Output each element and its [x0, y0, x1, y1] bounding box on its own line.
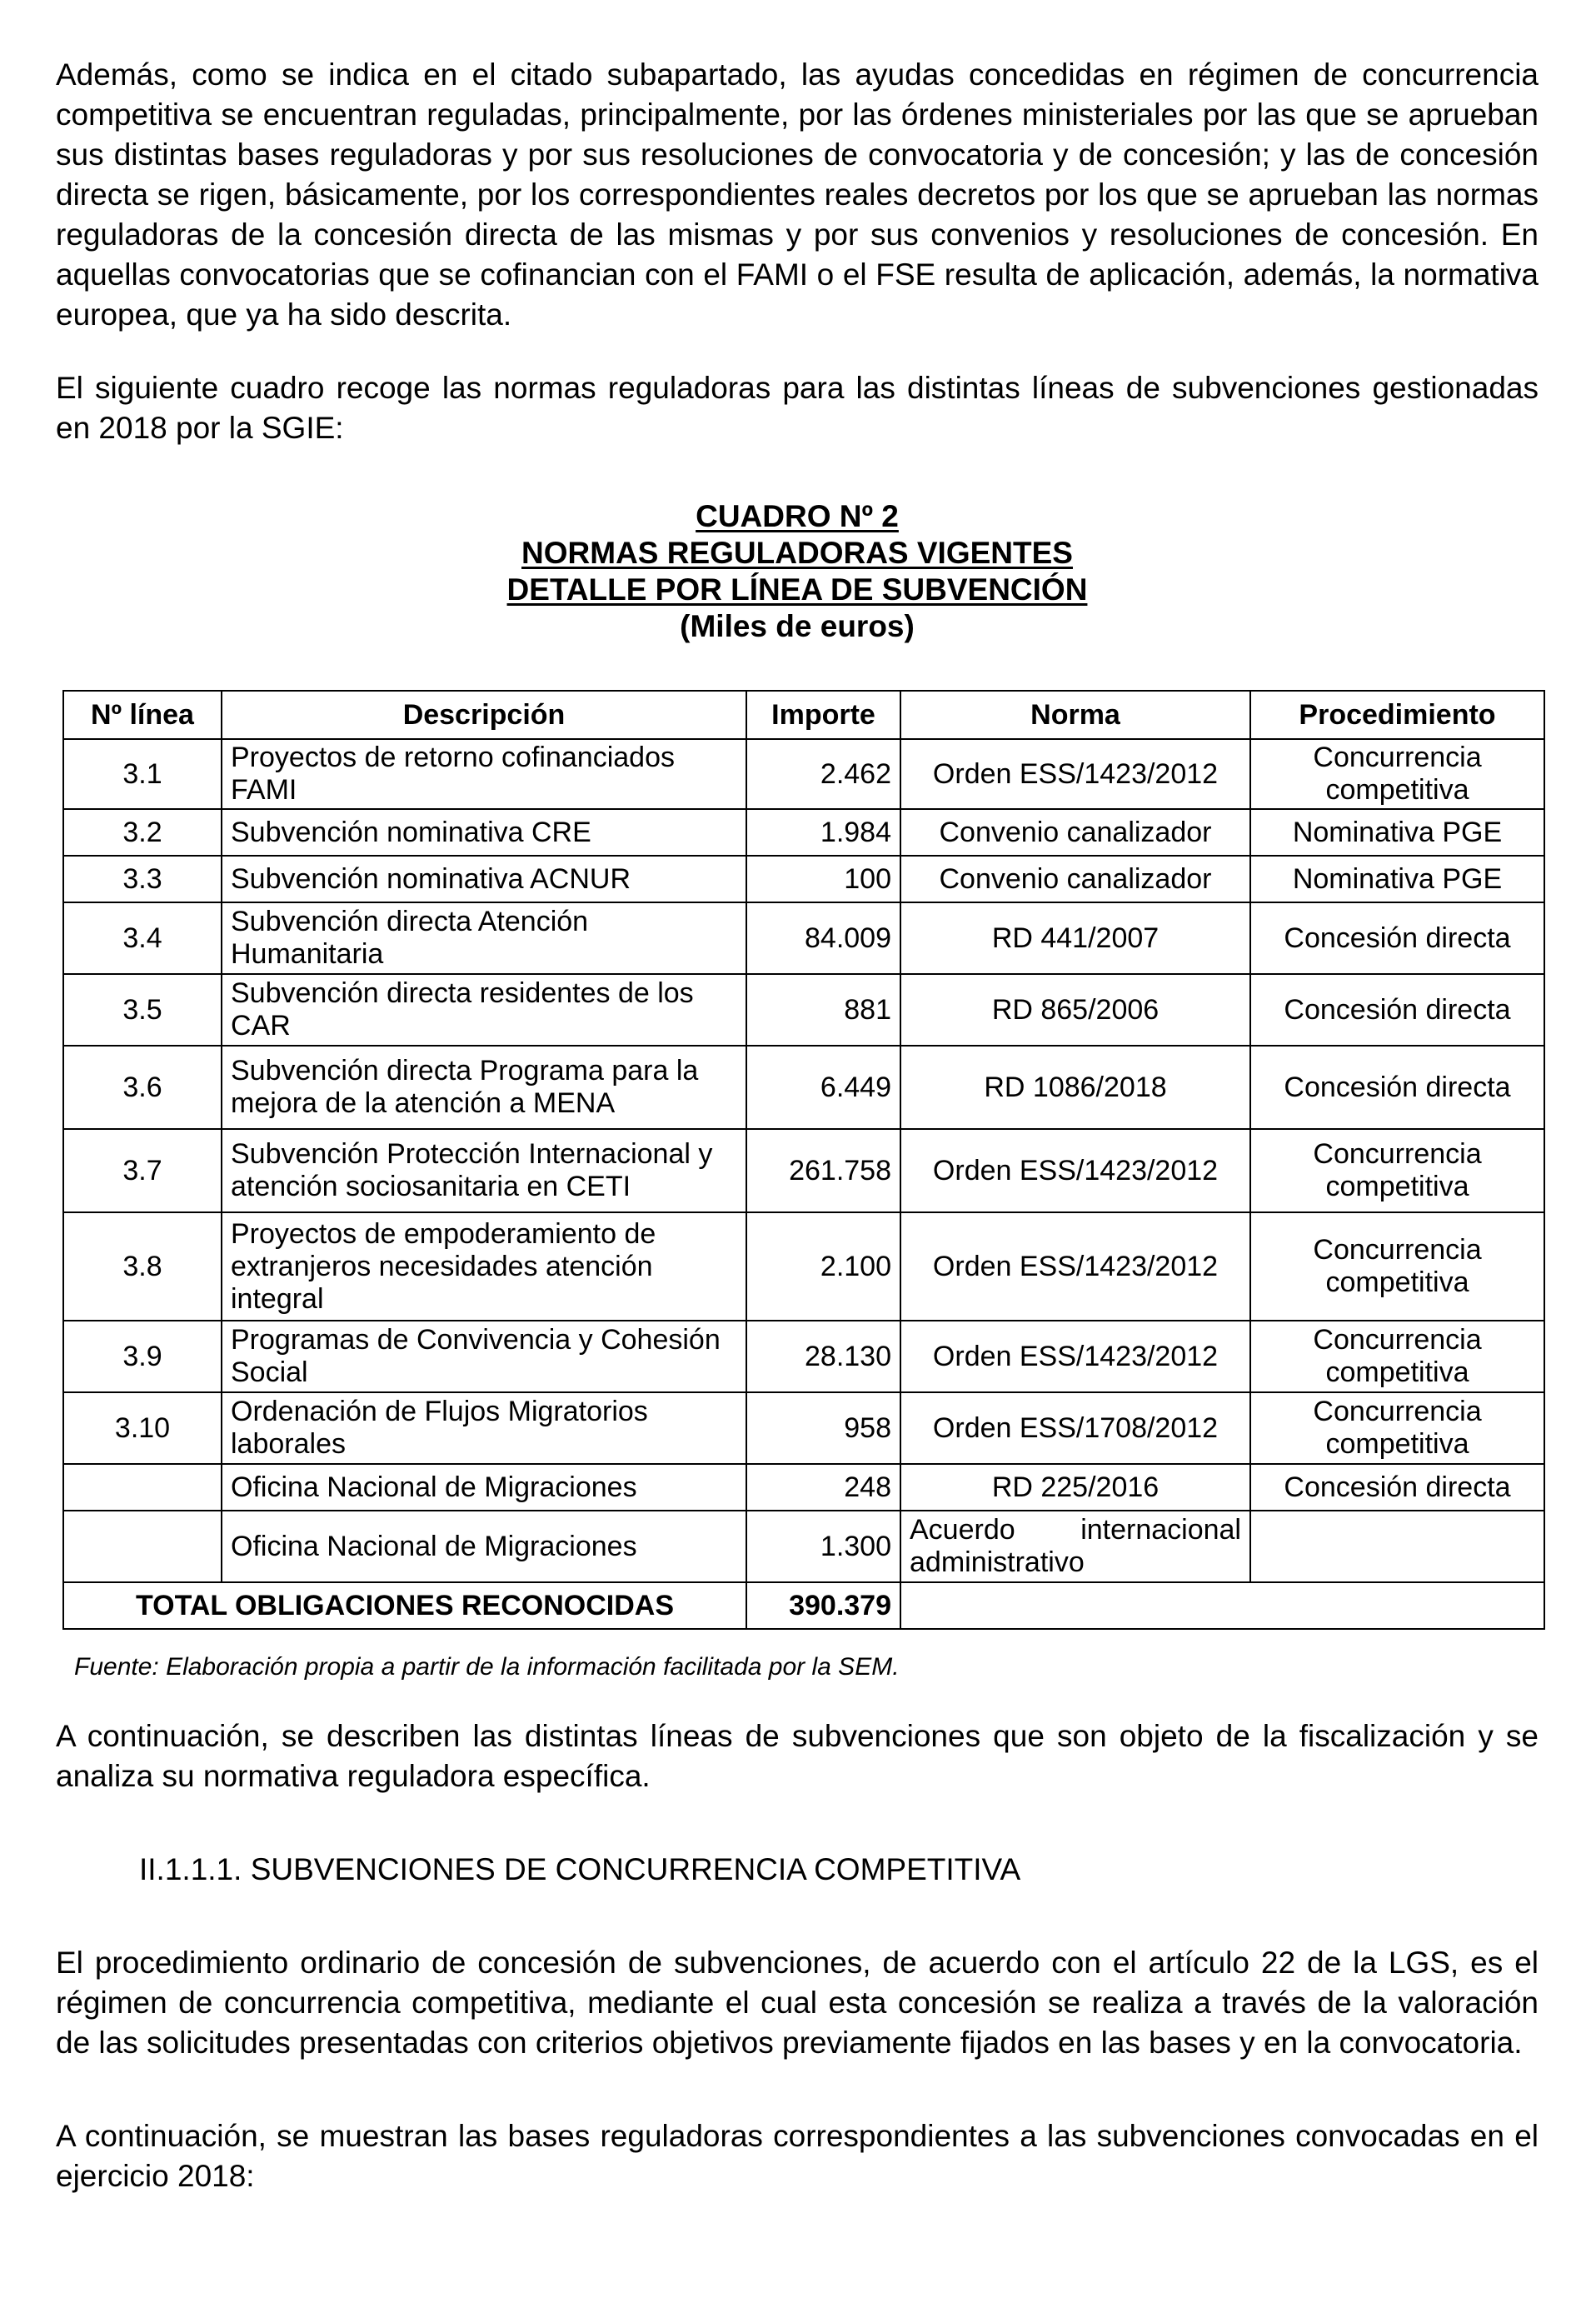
table-row	[63, 809, 1544, 856]
cell-procedimiento: Concesión directa	[1250, 902, 1544, 974]
cell-descripcion: Ordenación de Flujos Migratorios laborales	[222, 1392, 746, 1464]
cell-procedimiento	[1250, 1511, 1544, 1582]
header-importe: Importe	[746, 691, 900, 739]
header-descripcion: Descripción	[222, 691, 746, 739]
cell-descripcion: Oficina Nacional de Migraciones	[222, 1511, 746, 1582]
table-row	[63, 1212, 1544, 1321]
cell-importe: 261.758	[746, 1129, 900, 1212]
cell-descripcion: Subvención directa Atención Humanitaria	[222, 902, 746, 974]
total-label: TOTAL OBLIGACIONES RECONOCIDAS	[63, 1582, 746, 1629]
intro-paragraph: Además, como se indica en el citado subapartado, las ayudas concedidas en régimen de concurrencia competitiva se encuentran reguladas, principalmente, por las órdenes ministeriales por las que se aprueban sus distintas bases reguladoras y por sus resoluciones de convocatoria y de concesión; y las de concesión directa se rigen, básicamente, por los correspondientes reales decretos por los que se aprueban las normas reguladoras de la concesión directa de las mismas y por sus convenios y resoluciones de concesión. En aquellas convocatorias que se cofinancian con el FAMI o el FSE resulta de aplicación, además, la normativa europea, que ya ha sido descrita.	[56, 57, 1539, 332]
cell-importe: 881	[746, 974, 900, 1046]
cell-norma: Acuerdo internacional administrativo	[900, 1511, 1250, 1582]
table-total-row	[63, 1582, 1544, 1629]
cell-procedimiento: Concurrencia competitiva	[1250, 1212, 1544, 1321]
cell-descripcion: Proyectos de retorno cofinanciados FAMI	[222, 739, 746, 809]
cell-procedimiento: Concesión directa	[1250, 1046, 1544, 1129]
cell-linea: 3.1	[63, 739, 222, 809]
bases-paragraph: A continuación, se muestran las bases reguladoras correspondientes a las subvenciones convocadas en el ejercicio 2018:	[56, 2119, 1539, 2193]
cell-linea: 3.5	[63, 974, 222, 1046]
cell-procedimiento: Concurrencia competitiva	[1250, 1321, 1544, 1392]
cell-importe: 1.300	[746, 1511, 900, 1582]
table-row	[63, 739, 1544, 809]
cell-norma: Orden ESS/1423/2012	[900, 1321, 1250, 1392]
cell-procedimiento: Concesión directa	[1250, 1464, 1544, 1511]
cell-descripcion: Subvención directa residentes de los CAR	[222, 974, 746, 1046]
cell-importe: 958	[746, 1392, 900, 1464]
cell-importe: 2.100	[746, 1212, 900, 1321]
cell-linea	[63, 1511, 222, 1582]
cell-descripcion: Subvención nominativa CRE	[222, 809, 746, 856]
cell-norma: Convenio canalizador	[900, 856, 1250, 902]
table-units: (Miles de euros)	[680, 609, 915, 643]
table-row	[63, 902, 1544, 974]
cell-linea: 3.7	[63, 1129, 222, 1212]
cell-descripcion: Proyectos de empoderamiento de extranjeros necesidades atención integral	[222, 1212, 746, 1321]
cell-norma: Orden ESS/1423/2012	[900, 1212, 1250, 1321]
cell-procedimiento: Concesión directa	[1250, 974, 1544, 1046]
table-subtitle: DETALLE POR LÍNEA DE SUBVENCIÓN	[506, 572, 1088, 607]
cell-descripcion: Programas de Convivencia y Cohesión Social	[222, 1321, 746, 1392]
cell-linea: 3.9	[63, 1321, 222, 1392]
cell-linea: 3.10	[63, 1392, 222, 1464]
cell-linea: 3.8	[63, 1212, 222, 1321]
source-note: Fuente: Elaboración propia a partir de la información facilitada por la SEM.	[74, 1653, 900, 1681]
table-title-block	[56, 498, 1539, 645]
cell-importe: 84.009	[746, 902, 900, 974]
table-intro-paragraph: El siguiente cuadro recoge las normas reguladoras para las distintas líneas de subvenciones gestionadas en 2018 por la SGIE:	[56, 371, 1539, 445]
cell-linea: 3.2	[63, 809, 222, 856]
cell-descripcion: Oficina Nacional de Migraciones	[222, 1464, 746, 1511]
table-row	[63, 1392, 1544, 1464]
table-title: NORMAS REGULADORAS VIGENTES	[521, 536, 1073, 570]
table-row	[63, 1046, 1544, 1129]
cell-linea: 3.4	[63, 902, 222, 974]
table-row	[63, 1321, 1544, 1392]
header-norma: Norma	[900, 691, 1250, 739]
lines-description-paragraph: A continuación, se describen las distintas líneas de subvenciones que son objeto de la fiscalización y se analiza su normativa reguladora específica.	[56, 1719, 1539, 1793]
table-row	[63, 856, 1544, 902]
table-header-row	[63, 691, 1544, 739]
cell-descripcion: Subvención nominativa ACNUR	[222, 856, 746, 902]
cell-procedimiento: Nominativa PGE	[1250, 856, 1544, 902]
header-linea: Nº línea	[63, 691, 222, 739]
cell-importe: 2.462	[746, 739, 900, 809]
cell-linea: 3.3	[63, 856, 222, 902]
procedure-paragraph: El procedimiento ordinario de concesión de subvenciones, de acuerdo con el artículo 22 de la LGS, es el régimen de concurrencia competitiva, mediante el cual esta concesión se realiza a través de la valoración de las solicitudes presentadas con criterios objetivos previamente fijados en las bases y en la convocatoria.	[56, 1946, 1539, 2060]
cell-descripcion: Subvención Protección Internacional y atención sociosanitaria en CETI	[222, 1129, 746, 1212]
cell-norma: Orden ESS/1423/2012	[900, 1129, 1250, 1212]
cell-procedimiento: Concurrencia competitiva	[1250, 739, 1544, 809]
cell-norma: RD 441/2007	[900, 902, 1250, 974]
table-row	[63, 1129, 1544, 1212]
table-row	[63, 1464, 1544, 1511]
cell-linea	[63, 1464, 222, 1511]
cell-importe: 28.130	[746, 1321, 900, 1392]
total-value: 390.379	[746, 1582, 900, 1629]
cell-norma: Orden ESS/1423/2012	[900, 739, 1250, 809]
table-row	[63, 974, 1544, 1046]
cell-procedimiento: Concurrencia competitiva	[1250, 1129, 1544, 1212]
cell-importe: 100	[746, 856, 900, 902]
cell-descripcion: Subvención directa Programa para la mejora de la atención a MENA	[222, 1046, 746, 1129]
cell-norma: RD 1086/2018	[900, 1046, 1250, 1129]
cell-procedimiento: Concurrencia competitiva	[1250, 1392, 1544, 1464]
cell-norma: Convenio canalizador	[900, 809, 1250, 856]
cell-importe: 6.449	[746, 1046, 900, 1129]
cell-norma: Orden ESS/1708/2012	[900, 1392, 1250, 1464]
regulations-table	[62, 690, 1545, 1630]
table-number: CUADRO Nº 2	[696, 499, 899, 533]
cell-importe: 1.984	[746, 809, 900, 856]
total-empty-cell	[900, 1582, 1544, 1629]
cell-norma: RD 865/2006	[900, 974, 1250, 1046]
section-subheading: II.1.1.1. SUBVENCIONES DE CONCURRENCIA COMPETITIVA	[139, 1852, 1021, 1886]
cell-importe: 248	[746, 1464, 900, 1511]
cell-procedimiento: Nominativa PGE	[1250, 809, 1544, 856]
table-row	[63, 1511, 1544, 1582]
cell-norma: RD 225/2016	[900, 1464, 1250, 1511]
header-procedimiento: Procedimiento	[1250, 691, 1544, 739]
cell-linea: 3.6	[63, 1046, 222, 1129]
